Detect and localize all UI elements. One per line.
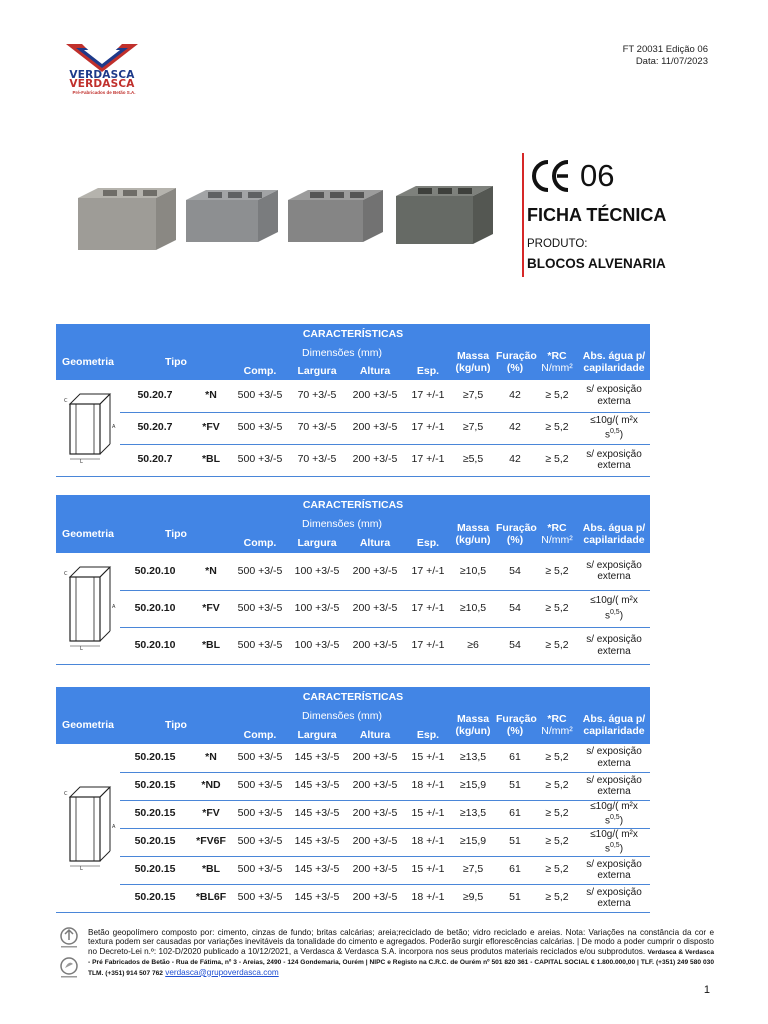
rc-value: ≥ 5,2 <box>545 751 569 763</box>
product-type: *FV <box>190 800 232 828</box>
length-value: 500 +3/-5 <box>232 800 288 828</box>
block-photo-3 <box>288 190 383 242</box>
height-value: 200 +3/-5 <box>352 564 398 577</box>
perforation-header: Furação (%) <box>494 344 536 380</box>
rc-value: ≥ 5,2 <box>536 412 578 444</box>
table-row <box>56 828 650 856</box>
absorption-header: Abs. água p/ capilaridade <box>578 706 650 744</box>
perforation-value: 42 <box>494 412 536 444</box>
geometry-cell <box>56 553 120 664</box>
svg-text:C: C <box>64 790 68 797</box>
height-value: 200 +3/-5 <box>346 884 404 912</box>
mass-value: ≥15,9 <box>452 828 494 856</box>
table-row <box>56 412 650 444</box>
geometry-header: Geometria <box>56 515 120 553</box>
height-value: 200 +3/-5 <box>352 389 398 401</box>
perforation-header: Furação (%) <box>494 706 536 744</box>
length-value: 500 +3/-5 <box>232 884 288 912</box>
length-header: Comp. <box>232 533 288 553</box>
length-value: 500 +3/-5 <box>232 444 288 476</box>
absorption-value: ≤10g/( m²x $s^{0,5}$) <box>578 412 650 444</box>
perforation-value: 61 <box>494 856 536 884</box>
eco-product-icon <box>58 956 80 980</box>
product-type: *N <box>205 564 217 577</box>
block-geometry-icon <box>58 783 122 873</box>
mass-value: ≥7,5 <box>452 856 494 884</box>
width-value: 70 +3/-5 <box>288 412 346 444</box>
email-link[interactable]: verdasca@grupoverdasca.com <box>165 967 279 977</box>
mass-header: Massa (kg/un) <box>452 706 494 744</box>
absorption-value: ≤10g/( m²x $s^{0,5}$) <box>578 590 650 627</box>
width-value: 145 +3/-5 <box>288 772 346 800</box>
perforation-value: 51 <box>494 884 536 912</box>
product-label: PRODUTO: <box>527 238 588 250</box>
rc-value: ≥ 5,2 <box>536 772 578 800</box>
length-header: Comp. <box>232 725 288 744</box>
product-photos <box>78 180 498 250</box>
product-code: 50.20.15 <box>120 828 190 856</box>
absorption-value: ≤10g/( m²x $s^{0,5}$) <box>578 800 650 828</box>
absorption-value: s/ exposição externa <box>578 856 650 884</box>
product-code: 50.20.10 <box>134 564 176 577</box>
perforation-value: 61 <box>494 800 536 828</box>
rc-header: *RC N/mm² <box>536 515 578 553</box>
product-code: 50.20.15 <box>120 800 190 828</box>
product-code: 50.20.15 <box>120 772 190 800</box>
product-type: *N <box>205 751 217 763</box>
height-value: 200 +3/-5 <box>346 856 404 884</box>
page-number: 1 <box>703 984 710 996</box>
width-header: Largura <box>288 362 346 380</box>
perforation-value: 54 <box>494 590 536 627</box>
thickness-header: Esp. <box>404 533 452 553</box>
width-value: 100 +3/-5 <box>294 564 340 577</box>
document-date: Data: 11/07/2023 <box>635 56 708 67</box>
product-type: *FV <box>190 590 232 627</box>
perforation-value: 54 <box>509 564 521 577</box>
length-value: 500 +3/-5 <box>232 828 288 856</box>
spec-table <box>56 687 650 913</box>
absorption-value: s/ exposição externa <box>578 884 650 912</box>
mass-value: ≥5,5 <box>452 444 494 476</box>
mass-value: ≥7,5 <box>462 389 484 401</box>
product-code: 50.20.7 <box>120 412 190 444</box>
length-value: 500 +3/-5 <box>237 751 283 763</box>
length-value: 500 +3/-5 <box>232 590 288 627</box>
document-code: FT 20031 Edição 06 <box>622 44 708 55</box>
thickness-header: Esp. <box>404 725 452 744</box>
height-header: Altura <box>346 533 404 553</box>
composition-note: Betão geopolímero composto por: cimento, cinzas de fundo; britas calcárias; areia;reciclado de betão; vidro reciclado e areias. Nota: Variações na constância da cor e textura podem ser causadas por variações inevitáveis da tonalidade do cimento e agregados. Poderão surgir eflorescências calcárias. | De modo a poder cumprir o disposto no Decreto-Lei n.º: 102-D/2020 publicado a 10/12/2021, a Verdasca & Verdasca S.A. incorpora nos seus produtos materiais reciclados e/ou subprodutos. <box>88 928 714 956</box>
width-value: 70 +3/-5 <box>288 444 346 476</box>
product-type: *BL <box>190 627 232 664</box>
height-value: 200 +3/-5 <box>346 444 404 476</box>
ce-mark-icon <box>530 159 572 193</box>
block-photo-2 <box>186 190 278 242</box>
height-value: 200 +3/-5 <box>346 772 404 800</box>
width-value: 145 +3/-5 <box>288 884 346 912</box>
type-header: Tipo <box>120 706 232 744</box>
mass-value: ≥13,5 <box>452 800 494 828</box>
table-row <box>56 800 650 828</box>
height-value: 200 +3/-5 <box>346 800 404 828</box>
thickness-value: 17 +/-1 <box>404 590 452 627</box>
perforation-value: 61 <box>509 751 521 763</box>
mass-value: ≥13,5 <box>459 751 487 763</box>
svg-text:L: L <box>80 458 83 465</box>
dimensions-header: Dimensões (mm) <box>232 706 452 725</box>
absorption-value: ≤10g/( m²x $s^{0,5}$) <box>578 828 650 856</box>
perforation-value: 42 <box>494 444 536 476</box>
ce-marking <box>530 158 614 194</box>
width-value: 145 +3/-5 <box>288 800 346 828</box>
height-value: 200 +3/-5 <box>352 751 398 763</box>
product-code: 50.20.15 <box>134 751 176 763</box>
absorption-value: s/ exposição externa <box>586 384 642 407</box>
mass-value: ≥15,9 <box>452 772 494 800</box>
absorption-header: Abs. água p/ capilaridade <box>578 515 650 553</box>
svg-text:A: A <box>112 823 116 830</box>
mass-value: ≥6 <box>452 627 494 664</box>
product-code: 50.20.7 <box>120 444 190 476</box>
perforation-value: 54 <box>494 627 536 664</box>
svg-text:C: C <box>64 571 68 578</box>
dimensions-header: Dimensões (mm) <box>232 515 452 533</box>
absorption-header: Abs. água p/ capilaridade <box>578 344 650 380</box>
width-value: 145 +3/-5 <box>288 856 346 884</box>
height-value: 200 +3/-5 <box>346 412 404 444</box>
table-row <box>56 856 650 884</box>
absorption-value: s/ exposição externa <box>578 444 650 476</box>
length-value: 500 +3/-5 <box>237 389 283 401</box>
length-value: 500 +3/-5 <box>232 856 288 884</box>
absorption-value: s/ exposição externa <box>586 559 642 583</box>
thickness-value: 18 +/-1 <box>404 828 452 856</box>
product-type: *FV6F <box>190 828 232 856</box>
rc-value: ≥ 5,2 <box>545 389 569 401</box>
characteristics-header: CARACTERÍSTICAS <box>56 687 650 706</box>
product-type: *BL6F <box>190 884 232 912</box>
geometry-cell <box>56 380 120 476</box>
thickness-value: 15 +/-1 <box>411 751 445 763</box>
characteristics-header: CARACTERÍSTICAS <box>56 495 650 515</box>
product-code: 50.20.15 <box>120 856 190 884</box>
table-row <box>56 380 650 412</box>
block-photo-1 <box>78 188 176 250</box>
width-value: 145 +3/-5 <box>288 828 346 856</box>
mass-header: Massa (kg/un) <box>452 344 494 380</box>
mass-value: ≥10,5 <box>459 564 487 577</box>
product-code: 50.20.10 <box>120 590 190 627</box>
product-name: BLOCOS ALVENARIA <box>527 256 666 271</box>
svg-text:A: A <box>112 423 116 430</box>
length-header: Comp. <box>232 362 288 380</box>
table-row <box>56 884 650 912</box>
block-photo-4 <box>396 186 493 244</box>
product-code: 50.20.15 <box>120 884 190 912</box>
mass-value: ≥7,5 <box>452 412 494 444</box>
table-row <box>56 772 650 800</box>
svg-text:L: L <box>80 646 83 653</box>
height-value: 200 +3/-5 <box>346 627 404 664</box>
thickness-header: Esp. <box>404 362 452 380</box>
width-value: 70 +3/-5 <box>297 389 337 401</box>
geometry-header: Geometria <box>56 706 120 744</box>
table-row <box>56 590 650 627</box>
perforation-value: 51 <box>494 772 536 800</box>
thickness-value: 18 +/-1 <box>404 772 452 800</box>
spec-table <box>56 495 650 665</box>
perforation-value: 42 <box>509 389 521 401</box>
product-code: 50.20.10 <box>120 627 190 664</box>
thickness-value: 15 +/-1 <box>404 800 452 828</box>
recycle-icon <box>58 926 80 950</box>
spec-table <box>56 324 650 477</box>
thickness-value: 17 +/-1 <box>411 389 445 401</box>
mass-header: Massa (kg/un) <box>452 515 494 553</box>
product-code: 50.20.7 <box>137 389 173 401</box>
table-row <box>56 627 650 664</box>
rc-value: ≥ 5,2 <box>536 444 578 476</box>
thickness-value: 17 +/-1 <box>404 627 452 664</box>
width-header: Largura <box>288 533 346 553</box>
perforation-value: 51 <box>494 828 536 856</box>
absorption-value: s/ exposição externa <box>586 746 642 769</box>
rc-value: ≥ 5,2 <box>545 564 569 577</box>
logo-tagline: Pré-Fabricados de Betão S.A. <box>72 90 136 95</box>
product-type: *N <box>205 389 217 401</box>
page-title: FICHA TÉCNICA <box>527 205 667 225</box>
rc-value: ≥ 5,2 <box>536 800 578 828</box>
thickness-value: 15 +/-1 <box>404 856 452 884</box>
block-geometry-icon <box>58 563 122 653</box>
table-row <box>56 553 650 590</box>
rc-value: ≥ 5,2 <box>536 590 578 627</box>
geometry-cell <box>56 744 120 912</box>
geometry-header: Geometria <box>56 344 120 380</box>
width-value: 145 +3/-5 <box>294 751 340 763</box>
svg-text:A: A <box>112 604 116 611</box>
length-value: 500 +3/-5 <box>232 412 288 444</box>
company-address: Verdasca & Verdasca - Pré Fabricados de Betão - Rua de Fátima, nº 3 - Areias, 2490 - 124 Gondemaria, Ourém | NIPC e Registo na C.R.C. de Ourém nº 501 820 361 - CAPITAL SOCIAL € 1.800.000,00 | TLF. (+351) 249 580 030 TLM. (+351) 914 507 762 <box>88 948 714 977</box>
mass-value: ≥10,5 <box>452 590 494 627</box>
mass-value: ≥9,5 <box>452 884 494 912</box>
footer-notes <box>88 928 714 978</box>
thickness-value: 18 +/-1 <box>404 884 452 912</box>
characteristics-header: CARACTERÍSTICAS <box>56 324 650 344</box>
logo-wordmark: VERDASCA VERDASCA <box>69 69 135 90</box>
height-value: 200 +3/-5 <box>346 590 404 627</box>
table-row <box>56 744 650 772</box>
rc-header: *RC N/mm² <box>536 344 578 380</box>
table-row <box>56 444 650 476</box>
ce-year: 06 <box>580 158 615 193</box>
thickness-value: 17 +/-1 <box>404 412 452 444</box>
rc-value: ≥ 5,2 <box>536 828 578 856</box>
type-header: Tipo <box>120 344 232 380</box>
width-value: 100 +3/-5 <box>288 590 346 627</box>
block-geometry-icon <box>58 390 122 466</box>
product-type: *FV <box>190 412 232 444</box>
length-value: 500 +3/-5 <box>232 772 288 800</box>
svg-text:L: L <box>80 865 83 872</box>
absorption-value: s/ exposição externa <box>578 627 650 664</box>
thickness-value: 17 +/-1 <box>404 444 452 476</box>
rc-value: ≥ 5,2 <box>536 627 578 664</box>
height-header: Altura <box>346 725 404 744</box>
height-value: 200 +3/-5 <box>346 828 404 856</box>
product-type: *ND <box>190 772 232 800</box>
dimensions-header: Dimensões (mm) <box>232 344 452 362</box>
rc-value: ≥ 5,2 <box>536 856 578 884</box>
thickness-value: 17 +/-1 <box>411 564 445 577</box>
width-value: 100 +3/-5 <box>288 627 346 664</box>
perforation-header: Furação (%) <box>494 515 536 553</box>
product-type: *BL <box>190 444 232 476</box>
svg-text:C: C <box>64 397 68 404</box>
type-header: Tipo <box>120 515 232 553</box>
rc-header: *RC N/mm² <box>536 706 578 744</box>
length-value: 500 +3/-5 <box>232 627 288 664</box>
title-accent-bar <box>522 153 524 277</box>
document-reference <box>623 44 708 68</box>
length-value: 500 +3/-5 <box>237 564 283 577</box>
width-header: Largura <box>288 725 346 744</box>
height-header: Altura <box>346 362 404 380</box>
rc-value: ≥ 5,2 <box>536 884 578 912</box>
product-type: *BL <box>190 856 232 884</box>
absorption-value: s/ exposição externa <box>578 772 650 800</box>
